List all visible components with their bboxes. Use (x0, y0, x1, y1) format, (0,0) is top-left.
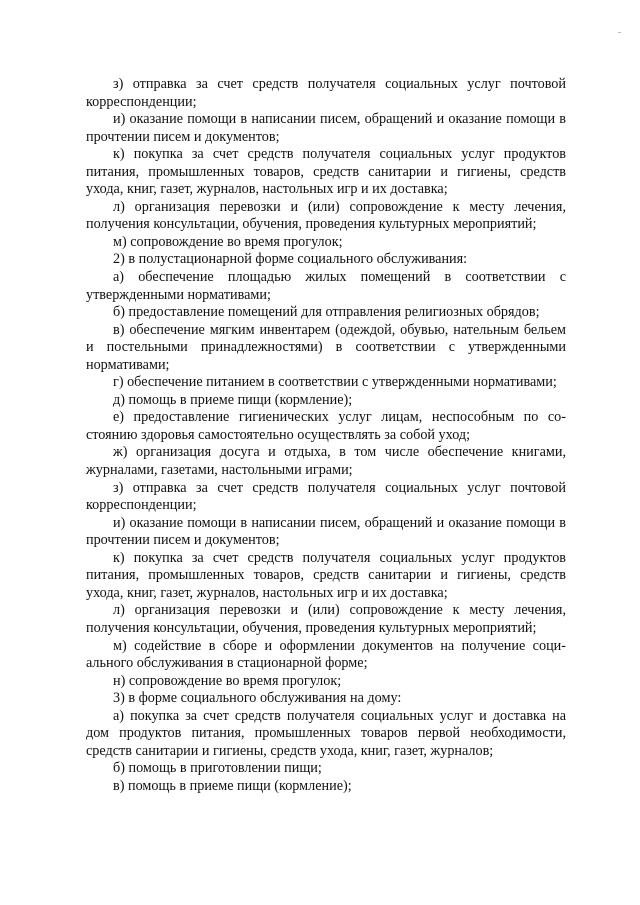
paragraph-i-letters: и) оказание помощи в написании писем, обращений и оказание помощи в прочтении писем и документов; (86, 111, 566, 145)
paragraph-z-mail: з) отправка за счет средств получателя социальных услуг почтовой корреспонденции; (86, 76, 566, 110)
paragraph-l-transport: л) организация перевозки и (или) сопровождение к месту лечения, получения консультации, обучения, проведения культурных мероприятий; (86, 198, 566, 233)
paragraph-g-nutrition: г) обеспечение питанием в соответствии с утвержденными нормативами; (113, 374, 557, 391)
paragraph-e-hygiene: е) предоставление гигиенических услуг лицам, неспособным по состоянию здоровья самостоятельно осуществлять за собой уход; (86, 409, 566, 443)
paragraph-zh-leisure: ж) организация досуга и отдыха, в том числе обеспечение книгами, журналами, газетами, настольными играми; (86, 444, 566, 479)
paragraph-k-purchase-2: к) покупка за счет средств получателя социальных услуг продуктов питания, промышленных товаров, средств санитарии и гигиены, средств ухода, книг, газет, журналов, настольных игр и их доставка; (86, 549, 566, 601)
section-heading-semi-stationary: 2) в полустационарной форме социального обслуживания: (113, 251, 468, 268)
document-body (86, 76, 566, 795)
paragraph-z-mail-2: з) отправка за счет средств получателя социальных услуг почтовой корреспонденции; (86, 479, 566, 514)
paragraph-d-feeding: д) помощь в приеме пищи (кормление); (113, 391, 353, 408)
paragraph-a-housing: а) обеспечение площадью жилых помещений в соответствии с утвержденными нормативами; (86, 269, 566, 303)
paragraph-a-home-delivery: а) покупка за счет средств получателя социальных услуг и доставка на дом продуктов питания, промышленных товаров первой необходимости, средств санитарии и гигиены, средств ухода, книг, газет, журналов; (86, 707, 566, 759)
paragraph-m-documents: м) содействие в сборе и оформлении документов на получение социального обслуживания в стационарной форме; (86, 637, 566, 672)
paragraph-v-feeding: в) помощь в приеме пищи (кормление); (113, 777, 352, 794)
paragraph-v-soft-inventory: в) обеспечение мягким инвентарем (одеждой, обувью, нательным бельем и постельными принадлежностями) в соответствии с утвержденными нормативами; (86, 321, 566, 373)
paragraph-k-purchase: к) покупка за счет средств получателя социальных услуг продуктов питания, промышленных товаров, средств санитарии и гигиены, средств ухода, книг, газет, журналов, настольных игр и их доставка; (86, 146, 566, 198)
section-heading-home-service: 3) в форме социального обслуживания на дому: (113, 690, 402, 707)
paragraph-l-transport-2: л) организация перевозки и (или) сопровождение к месту лечения, получения консультации, обучения, проведения культурных мероприятий; (86, 602, 566, 636)
paragraph-m-walks: м) сопровождение во время прогулок; (113, 233, 343, 250)
paragraph-n-walks: н) сопровождение во время прогулок; (113, 672, 342, 689)
scan-mark (618, 32, 621, 33)
paragraph-b-religious-rooms: б) предоставление помещений для отправления религиозных обрядов; (113, 304, 540, 321)
paragraph-b-cooking: б) помощь в приготовлении пищи; (113, 760, 322, 777)
paragraph-i-letters-2: и) оказание помощи в написании писем, обращений и оказание помощи в прочтении писем и документов; (86, 514, 566, 549)
